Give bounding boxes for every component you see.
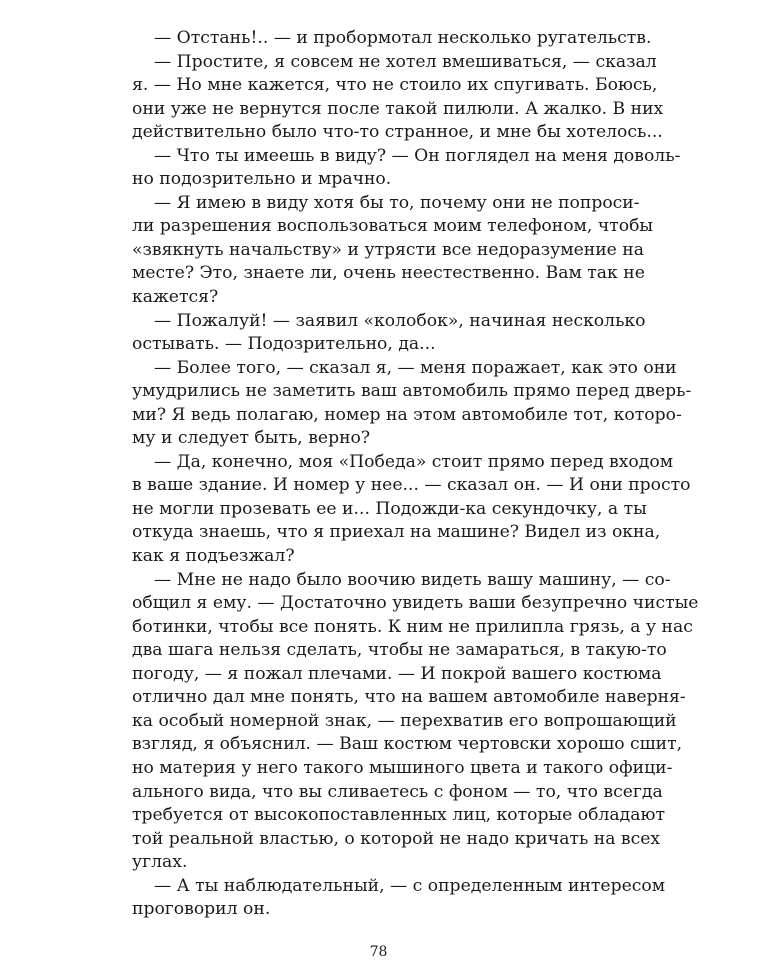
text-line: кажется? [132,287,219,308]
text-line: ботинки, чтобы все понять. К ним не прилипла грязь, а у нас [132,616,693,637]
text-line: — Простите, я совсем не хотел вмешиваться, — сказал [154,51,657,72]
text-line: откуда знаешь, что я приехал на машине? Видел из окна, [132,522,661,543]
text-line: действительно было что-то странное, и мне бы хотелось... [132,122,663,143]
text-line: остывать. — Подозрительно, да... [132,334,436,355]
text-line: отлично дал мне понять, что на вашем автомобиле наверня- [132,687,686,708]
text-line: два шага нельзя сделать, чтобы не замараться, в такую-то [132,640,667,661]
text-line: ми? Я ведь полагаю, номер на этом автомобиле тот, которо- [132,404,682,425]
text-line: не могли прозевать ее и... Подожди-ка секундочку, а ты [132,498,647,519]
text-line: — А ты наблюдательный, — с определенным интересом [154,875,666,896]
text-line: месте? Это, знаете ли, очень неестественно. Вам так не [132,263,645,284]
text-line: му и следует быть, верно? [132,428,371,449]
text-line: — Более того, — сказал я, — меня поражает, как это они [154,357,677,378]
text-line: — Мне не надо было воочию видеть вашу машину, — со- [154,569,671,590]
text-line: — Отстань!.. — и пробормотал несколько ругательств. [154,28,652,48]
text-line: ли разрешения воспользоваться моим телефоном, чтобы [132,216,654,237]
text-line: — Я имею в виду хотя бы то, почему они не попроси- [154,192,640,213]
text-line: углах. [132,852,188,873]
text-line: — Что ты имеешь в виду? — Он поглядел на меня доволь- [154,145,681,166]
text-line: но подозрительно и мрачно. [132,169,392,190]
text-line: взгляд, я объяснил. — Ваш костюм чертовски хорошо сшит, [132,734,683,755]
text-line: «звякнуть начальству» и утрясти все недоразумение на [132,239,644,260]
text-line: они уже не вернутся после такой пилюли. А жалко. В них [132,98,664,119]
text-line: но материя у него такого мышиного цвета и такого офици- [132,757,673,778]
text-line: погоду, — я пожал плечами. — И покрой вашего костюма [132,663,662,684]
book-page-text [132,27,699,922]
text-line: той реальной властью, о которой не надо кричать на всех [132,828,661,849]
text-line: общил я ему. — Достаточно увидеть ваши безупречно чистые [132,593,699,614]
text-line: в ваше здание. И номер у нее... — сказал он. — И они просто [132,475,691,496]
text-line: ального вида, что вы сливаетесь с фоном — то, что всегда [132,781,663,802]
text-line: — Пожалуй! — заявил «колобок», начиная несколько [154,310,646,331]
text-line: проговорил он. [132,899,271,920]
text-line: ка особый номерной знак, — перехватив его вопрошающий [132,710,677,731]
text-line: я. — Но мне кажется, что не стоило их спугивать. Боюсь, [132,75,658,96]
page-number: 78 [369,944,388,960]
text-line: как я подъезжал? [132,546,295,567]
text-line: — Да, конечно, моя «Победа» стоит прямо перед входом [154,451,674,472]
text-line: умудрились не заметить ваш автомобиль прямо перед дверь- [132,381,692,402]
text-line: требуется от высокопоставленных лиц, которые обладают [132,805,665,826]
